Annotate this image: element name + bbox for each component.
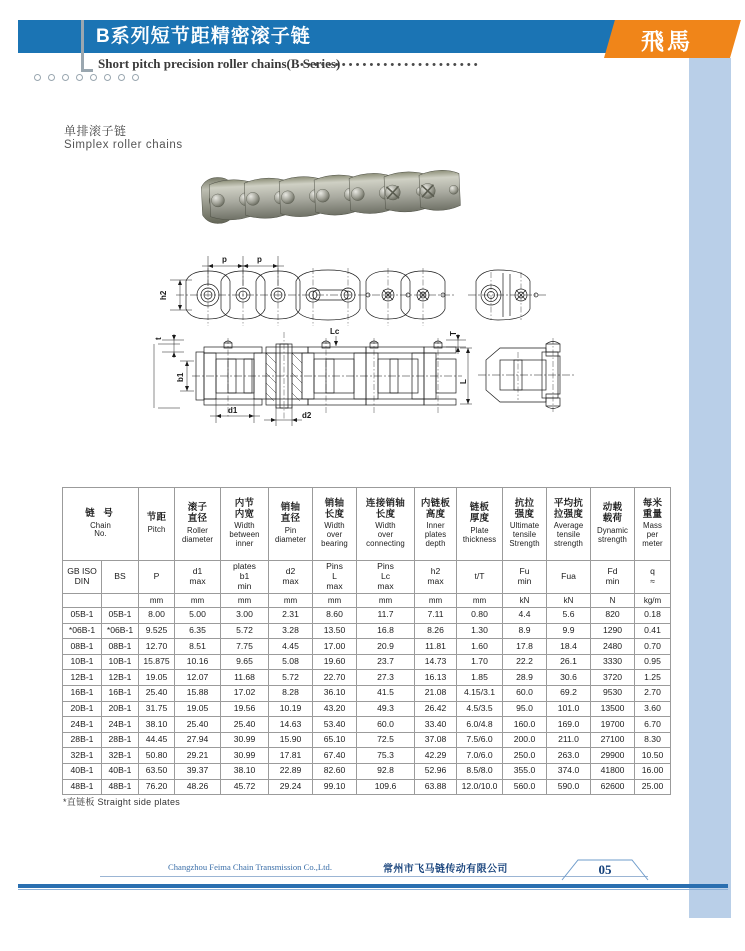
table-cell: 52.96 <box>415 763 457 779</box>
table-cell: 27100 <box>591 732 635 748</box>
table-header-cell: 内链板 高度 Inner plates depth <box>415 488 457 561</box>
table-cell: 30.6 <box>547 670 591 686</box>
footer-company-en: Changzhou Feima Chain Transmission Co.,Ltd. <box>168 862 333 872</box>
table-unit-cell: mm <box>175 594 221 608</box>
table-cell: 10.19 <box>269 701 313 717</box>
table-cell: 32B-1 <box>102 748 139 764</box>
header-dot-leader: •••••••••••••••••••••••••• <box>300 59 481 71</box>
table-cell: 10.50 <box>635 748 671 764</box>
table-row <box>63 654 671 670</box>
table-row <box>63 639 671 655</box>
table-cell: 19.05 <box>175 701 221 717</box>
logo-text: 飛馬 <box>641 28 693 55</box>
table-cell: 8.30 <box>635 732 671 748</box>
decorative-circle-icon <box>90 74 97 81</box>
table-cell: 26.42 <box>415 701 457 717</box>
table-cell: 29.24 <box>269 779 313 795</box>
dim-label-h2: h2 <box>159 290 168 300</box>
table-symbol-cell: Pins Lc max <box>357 561 415 594</box>
table-cell: 26.1 <box>547 654 591 670</box>
brand-logo <box>604 20 730 58</box>
decorative-circle-icon <box>118 74 125 81</box>
table-cell: 12B-1 <box>102 670 139 686</box>
table-cell: 43.20 <box>313 701 357 717</box>
dim-label-p: p <box>222 255 227 264</box>
table-header-cell: 链板 厚度 Plate thickness <box>457 488 503 561</box>
table-cell: 72.5 <box>357 732 415 748</box>
table-cell: 8.28 <box>269 685 313 701</box>
table-cell: 19.56 <box>221 701 269 717</box>
table-header-cell: 链 号 Chain No. <box>63 488 139 561</box>
table-cell: 16B-1 <box>63 685 102 701</box>
decorative-circle-icon <box>48 74 55 81</box>
table-cell: 169.0 <box>547 717 591 733</box>
table-row <box>63 717 671 733</box>
table-unit-cell: N <box>591 594 635 608</box>
table-cell: 50.80 <box>139 748 175 764</box>
table-cell: 6.0/4.8 <box>457 717 503 733</box>
table-cell: 22.2 <box>503 654 547 670</box>
table-cell: 44.45 <box>139 732 175 748</box>
table-cell: 28B-1 <box>63 732 102 748</box>
table-row <box>63 623 671 639</box>
table-cell: 200.0 <box>503 732 547 748</box>
specification-table-wrapper <box>62 487 670 795</box>
table-symbol-cell: Fua <box>547 561 591 594</box>
table-cell: 48.26 <box>175 779 221 795</box>
table-cell: 11.81 <box>415 639 457 655</box>
table-cell: 590.0 <box>547 779 591 795</box>
table-row <box>63 763 671 779</box>
table-cell: 11.7 <box>357 608 415 624</box>
table-cell: 17.81 <box>269 748 313 764</box>
table-symbol-cell: BS <box>102 561 139 594</box>
table-cell: 31.75 <box>139 701 175 717</box>
table-cell: 7.11 <box>415 608 457 624</box>
table-cell: 19700 <box>591 717 635 733</box>
table-header-cell: 内节 内宽 Width between inner <box>221 488 269 561</box>
table-unit-cell: mm <box>313 594 357 608</box>
table-cell: 7.5/6.0 <box>457 732 503 748</box>
table-cell: 08B-1 <box>63 639 102 655</box>
table-cell: 9.9 <box>547 623 591 639</box>
table-cell: 0.80 <box>457 608 503 624</box>
footer-company-cn: 常州市飞马链传动有限公司 <box>383 864 508 875</box>
table-cell: *06B-1 <box>102 623 139 639</box>
table-cell: 37.08 <box>415 732 457 748</box>
table-cell: 1290 <box>591 623 635 639</box>
table-cell: 63.88 <box>415 779 457 795</box>
table-cell: 19.05 <box>139 670 175 686</box>
table-cell: 560.0 <box>503 779 547 795</box>
table-unit-cell: mm <box>457 594 503 608</box>
table-cell: 17.02 <box>221 685 269 701</box>
decorative-circle-icon <box>34 74 41 81</box>
table-cell: *06B-1 <box>63 623 102 639</box>
table-cell: 95.0 <box>503 701 547 717</box>
table-cell: 2.31 <box>269 608 313 624</box>
table-cell: 24B-1 <box>102 717 139 733</box>
table-header-cell: 每米 重量 Mass per meter <box>635 488 671 561</box>
table-cell: 82.60 <box>313 763 357 779</box>
table-cell: 76.20 <box>139 779 175 795</box>
table-cell: 10B-1 <box>102 654 139 670</box>
footer-rule-light <box>18 889 728 890</box>
table-cell: 41.5 <box>357 685 415 701</box>
dim-label-t: t <box>154 337 163 340</box>
table-cell: 1.30 <box>457 623 503 639</box>
table-cell: 1.85 <box>457 670 503 686</box>
table-cell: 1.70 <box>457 654 503 670</box>
page-number-badge <box>560 858 650 882</box>
table-cell: 49.3 <box>357 701 415 717</box>
table-cell: 28B-1 <box>102 732 139 748</box>
table-cell: 67.40 <box>313 748 357 764</box>
table-symbol-cell: plates b1 min <box>221 561 269 594</box>
dim-label-Lc: Lc <box>330 327 340 336</box>
table-cell: 48B-1 <box>63 779 102 795</box>
table-cell: 22.70 <box>313 670 357 686</box>
dim-label-p: p <box>257 255 262 264</box>
table-cell: 7.0/6.0 <box>457 748 503 764</box>
table-cell: 250.0 <box>503 748 547 764</box>
table-cell: 08B-1 <box>102 639 139 655</box>
table-header-cell: 抗拉 强度 Ultimate tensile Strength <box>503 488 547 561</box>
table-cell: 27.3 <box>357 670 415 686</box>
table-cell: 211.0 <box>547 732 591 748</box>
table-cell: 15.875 <box>139 654 175 670</box>
decorative-circle-icon <box>76 74 83 81</box>
table-cell: 42.29 <box>415 748 457 764</box>
table-cell: 28.9 <box>503 670 547 686</box>
table-unit-cell: mm <box>221 594 269 608</box>
table-row <box>63 701 671 717</box>
table-cell: 8.51 <box>175 639 221 655</box>
table-cell: 5.00 <box>175 608 221 624</box>
table-cell: 29900 <box>591 748 635 764</box>
footer-rule <box>18 884 728 888</box>
table-cell: 60.0 <box>357 717 415 733</box>
table-cell: 10.16 <box>175 654 221 670</box>
table-header-cell: 平均抗 拉强度 Average tensile strength <box>547 488 591 561</box>
roller-chain-photo <box>196 163 480 235</box>
table-unit-cell <box>102 594 139 608</box>
table-row <box>63 608 671 624</box>
table-cell: 1.25 <box>635 670 671 686</box>
table-row <box>63 732 671 748</box>
table-cell: 13500 <box>591 701 635 717</box>
table-cell: 75.3 <box>357 748 415 764</box>
table-unit-cell: mm <box>269 594 313 608</box>
header-notch-vertical <box>81 20 84 72</box>
table-header-group-row <box>63 488 671 561</box>
table-cell: 5.6 <box>547 608 591 624</box>
table-unit-cell: kg/m <box>635 594 671 608</box>
table-cell: 3330 <box>591 654 635 670</box>
table-cell: 16.00 <box>635 763 671 779</box>
table-row <box>63 779 671 795</box>
table-cell: 17.00 <box>313 639 357 655</box>
table-cell: 6.35 <box>175 623 221 639</box>
table-cell: 05B-1 <box>63 608 102 624</box>
table-cell: 12.70 <box>139 639 175 655</box>
table-row <box>63 748 671 764</box>
table-symbol-cell: q ≈ <box>635 561 671 594</box>
table-cell: 14.73 <box>415 654 457 670</box>
table-cell: 16.8 <box>357 623 415 639</box>
table-cell: 8.00 <box>139 608 175 624</box>
table-cell: 27.94 <box>175 732 221 748</box>
table-cell: 60.0 <box>503 685 547 701</box>
table-header-cell: 销轴 长度 Width over bearing <box>313 488 357 561</box>
table-cell: 101.0 <box>547 701 591 717</box>
table-cell: 2480 <box>591 639 635 655</box>
table-cell: 0.18 <box>635 608 671 624</box>
table-cell: 6.70 <box>635 717 671 733</box>
table-symbol-cell: t/T <box>457 561 503 594</box>
table-cell: 33.40 <box>415 717 457 733</box>
table-header-cell: 销轴 直径 Pin diameter <box>269 488 313 561</box>
table-row <box>63 685 671 701</box>
table-symbol-cell: d1 max <box>175 561 221 594</box>
table-cell: 263.0 <box>547 748 591 764</box>
table-unit-cell: kN <box>547 594 591 608</box>
right-blue-rail <box>689 58 731 918</box>
table-cell: 16.13 <box>415 670 457 686</box>
header-notch-foot <box>81 69 93 72</box>
table-unit-cell <box>63 594 102 608</box>
table-cell: 99.10 <box>313 779 357 795</box>
table-cell: 12.07 <box>175 670 221 686</box>
table-cell: 0.70 <box>635 639 671 655</box>
table-cell: 29.21 <box>175 748 221 764</box>
table-cell: 355.0 <box>503 763 547 779</box>
table-footnote: *直链板 Straight side plates <box>63 797 181 807</box>
dim-label-d2: d2 <box>302 411 312 420</box>
dim-label-T: T <box>449 331 458 336</box>
table-unit-cell: mm <box>415 594 457 608</box>
table-cell: 19.60 <box>313 654 357 670</box>
page-title-en: Short pitch precision roller chains(B Series) <box>98 56 341 71</box>
table-cell: 20.9 <box>357 639 415 655</box>
table-cell: 9.525 <box>139 623 175 639</box>
table-cell: 10B-1 <box>63 654 102 670</box>
table-cell: 374.0 <box>547 763 591 779</box>
table-cell: 4.5/3.5 <box>457 701 503 717</box>
table-cell: 24B-1 <box>63 717 102 733</box>
table-cell: 9530 <box>591 685 635 701</box>
table-cell: 21.08 <box>415 685 457 701</box>
table-cell: 5.72 <box>221 623 269 639</box>
decorative-circle-icon <box>104 74 111 81</box>
table-cell: 14.63 <box>269 717 313 733</box>
table-symbol-cell: Pins L max <box>313 561 357 594</box>
technical-drawing <box>150 248 600 430</box>
table-cell: 25.40 <box>221 717 269 733</box>
table-cell: 18.4 <box>547 639 591 655</box>
table-cell: 9.65 <box>221 654 269 670</box>
table-unit-cell: kN <box>503 594 547 608</box>
table-header-cell: 动载 载荷 Dynamic strength <box>591 488 635 561</box>
page-number: 05 <box>598 862 612 877</box>
table-cell: 5.72 <box>269 670 313 686</box>
table-cell: 3.60 <box>635 701 671 717</box>
table-cell: 13.50 <box>313 623 357 639</box>
table-cell: 20B-1 <box>102 701 139 717</box>
table-cell: 3720 <box>591 670 635 686</box>
table-header-cell: 节距 Pitch <box>139 488 175 561</box>
table-cell: 4.15/3.1 <box>457 685 503 701</box>
table-cell: 65.10 <box>313 732 357 748</box>
table-cell: 69.2 <box>547 685 591 701</box>
table-unit-cell: mm <box>357 594 415 608</box>
dim-label-b1: b1 <box>176 372 185 382</box>
table-cell: 8.5/8.0 <box>457 763 503 779</box>
table-symbol-cell: P <box>139 561 175 594</box>
table-cell: 23.7 <box>357 654 415 670</box>
table-header-cell: 连接销轴 长度 Width over connecting <box>357 488 415 561</box>
header-circle-row <box>34 74 139 81</box>
table-cell: 25.00 <box>635 779 671 795</box>
table-row <box>63 670 671 686</box>
product-caption-cn: 单排滚子链 <box>64 124 127 138</box>
decorative-circle-icon <box>132 74 139 81</box>
table-cell: 15.90 <box>269 732 313 748</box>
table-cell: 32B-1 <box>63 748 102 764</box>
table-cell: 11.68 <box>221 670 269 686</box>
table-unit-cell: mm <box>139 594 175 608</box>
table-cell: 8.60 <box>313 608 357 624</box>
table-cell: 38.10 <box>139 717 175 733</box>
table-cell: 4.45 <box>269 639 313 655</box>
table-header-cell: 滚子 直径 Roller diameter <box>175 488 221 561</box>
table-cell: 25.40 <box>175 717 221 733</box>
table-cell: 92.8 <box>357 763 415 779</box>
page-title-cn: B系列短节距精密滚子链 <box>96 26 311 47</box>
table-cell: 40B-1 <box>102 763 139 779</box>
table-cell: 7.75 <box>221 639 269 655</box>
table-cell: 160.0 <box>503 717 547 733</box>
dim-label-d1: d1 <box>228 406 238 415</box>
table-cell: 12B-1 <box>63 670 102 686</box>
table-cell: 0.95 <box>635 654 671 670</box>
table-cell: 41800 <box>591 763 635 779</box>
table-cell: 17.8 <box>503 639 547 655</box>
table-symbol-cell: Fu min <box>503 561 547 594</box>
table-cell: 15.88 <box>175 685 221 701</box>
table-cell: 53.40 <box>313 717 357 733</box>
table-cell: 63.50 <box>139 763 175 779</box>
table-cell: 05B-1 <box>102 608 139 624</box>
table-cell: 8.9 <box>503 623 547 639</box>
product-caption-en: Simplex roller chains <box>64 139 183 151</box>
table-cell: 4.4 <box>503 608 547 624</box>
table-cell: 40B-1 <box>63 763 102 779</box>
table-cell: 30.99 <box>221 732 269 748</box>
table-cell: 25.40 <box>139 685 175 701</box>
table-cell: 8.26 <box>415 623 457 639</box>
table-cell: 820 <box>591 608 635 624</box>
table-cell: 62600 <box>591 779 635 795</box>
table-cell: 109.6 <box>357 779 415 795</box>
decorative-circle-icon <box>62 74 69 81</box>
dim-label-L: L <box>459 379 468 384</box>
table-cell: 45.72 <box>221 779 269 795</box>
table-symbol-cell: Fd min <box>591 561 635 594</box>
table-symbol-cell: d2 max <box>269 561 313 594</box>
table-cell: 3.28 <box>269 623 313 639</box>
table-symbol-cell: h2 max <box>415 561 457 594</box>
table-cell: 2.70 <box>635 685 671 701</box>
table-cell: 16B-1 <box>102 685 139 701</box>
table-cell: 0.41 <box>635 623 671 639</box>
table-cell: 22.89 <box>269 763 313 779</box>
table-symbol-cell: GB ISO DIN <box>63 561 102 594</box>
table-header-symbol-row <box>63 561 671 594</box>
specification-table <box>62 487 671 795</box>
table-cell: 12.0/10.0 <box>457 779 503 795</box>
table-header-unit-row <box>63 594 671 608</box>
table-cell: 30.99 <box>221 748 269 764</box>
table-cell: 1.60 <box>457 639 503 655</box>
table-cell: 48B-1 <box>102 779 139 795</box>
table-cell: 5.08 <box>269 654 313 670</box>
table-cell: 38.10 <box>221 763 269 779</box>
table-cell: 3.00 <box>221 608 269 624</box>
table-cell: 36.10 <box>313 685 357 701</box>
table-cell: 20B-1 <box>63 701 102 717</box>
table-cell: 39.37 <box>175 763 221 779</box>
